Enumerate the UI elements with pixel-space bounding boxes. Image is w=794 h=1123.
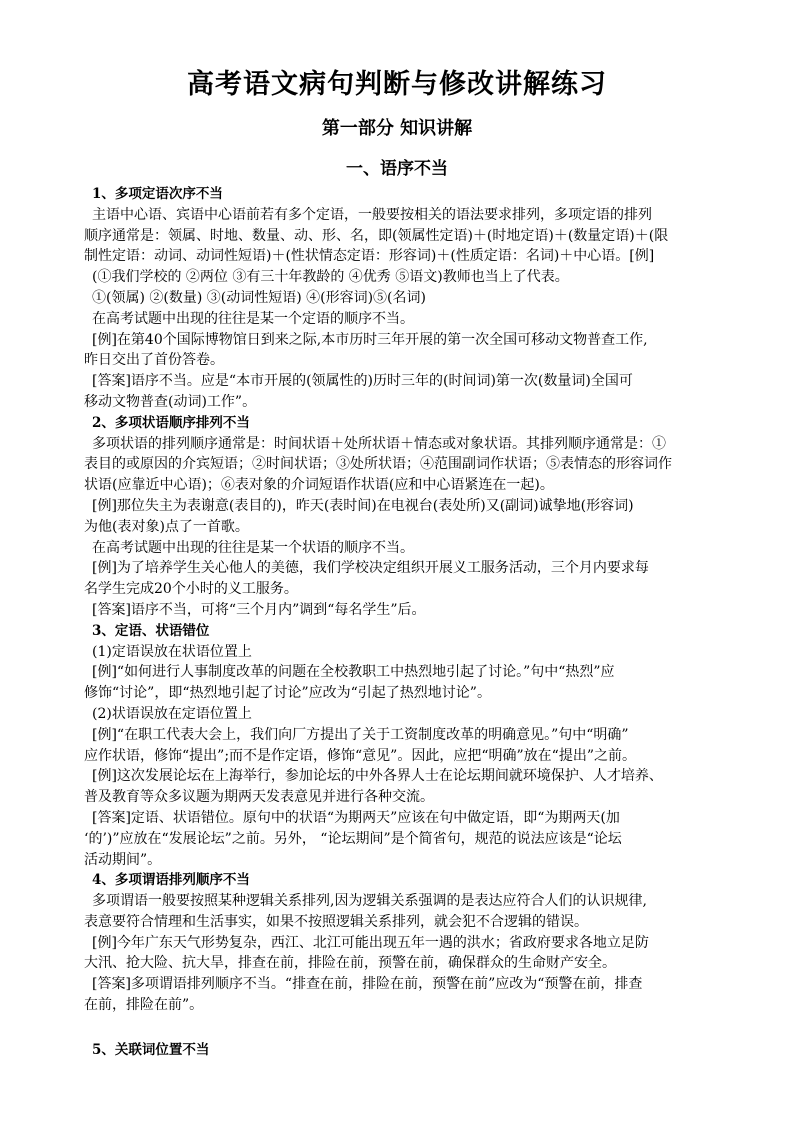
text-line: 普及教育等众多议题为期两天发表意见并进行各种交流。: [84, 789, 434, 806]
section-title: 一、语序不当: [346, 159, 448, 179]
text-line: [例]“在职工代表大会上，我们向厂方提出了关于工资制度改革的明确意见。”句中“明确”: [92, 726, 629, 743]
document-body: [84, 184, 734, 1061]
text-line: 在高考试题中出现的往往是某一个定语的顺序不当。: [92, 310, 414, 327]
text-line: 为他(表对象)点了一首歌。: [84, 518, 249, 535]
text-line: ‘的’)”应放在“发展论坛”之前。另外， “论坛期间”是个简省句，规范的说法应该是“论坛: [84, 830, 622, 847]
text-line: (①我们学校的 ②两位 ③有三十年教龄的 ④优秀 ⑤语文)教师也当上了代表。: [92, 269, 569, 286]
text-line: 应作状语，修饰“提出”;而不是作定语，修饰“意见”。因此，应把“明确”放在“提出”之前。: [84, 747, 636, 764]
text-line: 多项谓语一般要按照某种逻辑关系排列,因为逻辑关系强调的是表达应符合人们的认识规律,: [92, 893, 647, 910]
text-line: [例]那位失主为表谢意(表目的)，昨天(表时间)在电视台(表处所)又(副词)诚挚地(形容词): [92, 497, 634, 514]
text-line: 名学生完成20个小时的义工服务。: [84, 581, 298, 598]
text-line: 活动期间”。: [84, 851, 162, 868]
text-line: 移动文物普查(动词)工作”。: [84, 393, 257, 410]
text-line: [例]今年广东天气形势复杂，西江、北江可能出现五年一遇的洪水；省政府要求各地立足防: [92, 934, 649, 951]
paragraph-gap: [88, 1016, 734, 1040]
text-line: 多项状语的排列顺序通常是：时间状语＋处所状语＋情态或对象状语。其排列顺序通常是：①: [92, 435, 666, 452]
subsection-heading: 5、关联词位置不当: [92, 1041, 210, 1058]
text-line: 大汛、抢大险、抗大旱，排查在前，排险在前，预警在前，确保群众的生命财产安全。: [84, 955, 616, 972]
text-line: (1)定语误放在状语位置上: [92, 643, 252, 660]
text-line: 表目的或原因的介宾短语；②时间状语；③处所状语；④范围副词作状语；⑤表情态的形容词作: [84, 456, 672, 473]
text-line: 在前，排险在前”。: [84, 997, 204, 1014]
text-line: 状语(应靠近中心语)；⑥表对象的介词短语作状语(应和中心语紧连在一起)。: [84, 477, 554, 494]
text-line: 顺序通常是：领属、时地、数量、动、形、名，即(领属性定语)＋(时地定语)＋(数量定语)＋(限: [84, 227, 669, 244]
document-title: 高考语文病句判断与修改讲解练习: [187, 69, 607, 100]
text-line: [例]在第40个国际博物馆日到来之际,本市历时三年开展的第一次全国可移动文物普查工作,: [92, 331, 648, 348]
text-line: 昨日交出了首份答卷。: [84, 352, 224, 369]
text-line: 在高考试题中出现的往往是某一个状语的顺序不当。: [92, 539, 414, 556]
text-line: 修饰“讨论”，即“热烈地引起了讨论”应改为“引起了热烈地讨论”。: [84, 685, 491, 702]
text-line: [例]“如何进行人事制度改革的问题在全校教职工中热烈地引起了讨论。”句中“热烈”应: [92, 664, 615, 681]
text-line: ①(领属) ②(数量) ③(动词性短语) ④(形容词)⑤(名词): [92, 289, 426, 306]
text-line: [例]这次发展论坛在上海举行，参加论坛的中外各界人士在论坛期间就环境保护、人才培养、: [92, 768, 663, 785]
text-line: [例]为了培养学生关心他人的美德，我们学校决定组织开展义工服务活动，三个月内要求每: [92, 560, 649, 577]
part-title: 第一部分 知识讲解: [321, 118, 473, 139]
text-line: 表意要符合情理和生活事实，如果不按照逻辑关系排列，就会犯不合逻辑的错误。: [84, 913, 588, 930]
text-line: [答案]定语、状语错位。原句中的状语“为期两天”应该在句中做定语，即“为期两天(加: [92, 809, 620, 826]
text-line: [答案]语序不当。应是“本市开展的(领属性的)历时三年的(时间词)第一次(数量词)全国可: [92, 373, 633, 390]
text-line: (2)状语误放在定语位置上: [92, 705, 252, 722]
text-line: [答案]语序不当，可将“三个月内”调到“每名学生”后。: [92, 601, 426, 618]
subsection-heading: 4、多项谓语排列顺序不当: [92, 872, 250, 889]
subsection-heading: 2、多项状语顺序排列不当: [92, 414, 250, 431]
text-line: 主语中心语、宾语中心语前若有多个定语，一般要按相关的语法要求排列，多项定语的排列: [92, 206, 652, 223]
text-line: [答案]多项谓语排列顺序不当。“排查在前，排险在前，预警在前”应改为“预警在前，排查: [92, 976, 643, 993]
subsection-heading: 1、多项定语次序不当: [92, 186, 223, 202]
subsection-heading: 3、定语、状语错位: [92, 622, 210, 639]
text-line: 制性定语：动词、动词性短语)＋(性状情态定语：形容词)＋(性质定语：名词)＋中心语。[例]: [84, 248, 655, 265]
